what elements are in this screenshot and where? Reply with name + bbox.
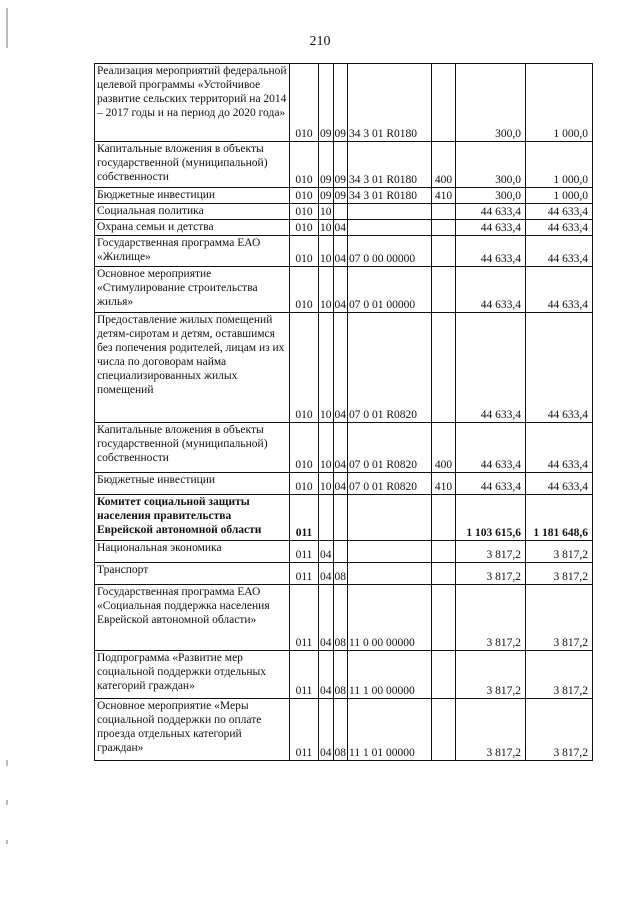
row-grbs-code-cell: 011 <box>290 651 319 699</box>
row-name-cell: Транспорт <box>95 563 290 585</box>
budget-table <box>94 63 593 761</box>
row-sum-year1-cell: 1 103 615,6 <box>456 495 526 541</box>
row-name-cell: Реализация мероприятий федеральной целевой программы «Устойчивое развитие сельских территорий на 2014 – 2017 годы и на период до 2020 года» <box>95 64 290 142</box>
row-target-article-cell: 11 1 01 00000 <box>348 699 432 761</box>
row-section-code-cell: 10 <box>319 473 334 495</box>
row-sum-year2-cell: 44 633,4 <box>526 236 593 267</box>
row-name-cell: Основное мероприятие «Стимулирование строительства жилья» <box>95 267 290 313</box>
row-name-cell: Комитет социальной защиты населения правительства Еврейской автономной области <box>95 495 290 541</box>
row-subsection-code-cell: 04 <box>333 313 348 423</box>
table-row <box>95 651 593 699</box>
row-subsection-code-cell: 09 <box>333 188 348 204</box>
row-name-cell: Бюджетные инвестиции <box>95 188 290 204</box>
row-name-cell: Капитальные вложения в объекты государственной (муниципальной) собственности <box>95 423 290 473</box>
row-name-cell: Государственная программа ЕАО «Социальная поддержка населения Еврейской автономной области» <box>95 585 290 651</box>
row-subsection-code-cell: 04 <box>333 423 348 473</box>
table-row <box>95 220 593 236</box>
row-subsection-code-cell <box>333 204 348 220</box>
row-sum-year1-cell: 44 633,4 <box>456 204 526 220</box>
row-expense-type-cell <box>432 651 456 699</box>
row-sum-year2-cell: 3 817,2 <box>526 563 593 585</box>
row-sum-year2-cell: 44 633,4 <box>526 220 593 236</box>
row-subsection-code-cell: 04 <box>333 220 348 236</box>
table-row <box>95 64 593 142</box>
row-sum-year1-cell: 44 633,4 <box>456 473 526 495</box>
row-name-cell: Капитальные вложения в объекты государственной (муниципальной) собственности <box>95 142 290 188</box>
table-row <box>95 541 593 563</box>
row-grbs-code-cell: 010 <box>290 220 319 236</box>
row-name-cell: Социальная политика <box>95 204 290 220</box>
row-target-article-cell: 07 0 01 R0820 <box>348 313 432 423</box>
table-row <box>95 313 593 423</box>
row-expense-type-cell: 400 <box>432 423 456 473</box>
row-sum-year2-cell: 1 000,0 <box>526 142 593 188</box>
row-name-cell: Предоставление жилых помещений детям-сиротам и детям, оставшимся без попечения родителей, лицам из их числа по договорам найма специализированных жилых помещений <box>95 313 290 423</box>
row-sum-year1-cell: 300,0 <box>456 188 526 204</box>
row-target-article-cell <box>348 495 432 541</box>
row-section-code-cell: 10 <box>319 423 334 473</box>
row-target-article-cell: 34 3 01 R0180 <box>348 64 432 142</box>
row-sum-year2-cell: 3 817,2 <box>526 651 593 699</box>
row-sum-year2-cell: 1 000,0 <box>526 188 593 204</box>
row-subsection-code-cell: 08 <box>333 699 348 761</box>
row-sum-year1-cell: 300,0 <box>456 142 526 188</box>
row-sum-year1-cell: 44 633,4 <box>456 313 526 423</box>
row-target-article-cell: 11 1 00 00000 <box>348 651 432 699</box>
row-sum-year2-cell: 44 633,4 <box>526 423 593 473</box>
row-subsection-code-cell: 04 <box>333 473 348 495</box>
row-target-article-cell: 07 0 01 R0820 <box>348 473 432 495</box>
table-row <box>95 423 593 473</box>
row-expense-type-cell <box>432 495 456 541</box>
row-sum-year1-cell: 3 817,2 <box>456 563 526 585</box>
row-subsection-code-cell <box>333 495 348 541</box>
scan-edge-marks <box>4 0 14 905</box>
row-grbs-code-cell: 010 <box>290 188 319 204</box>
row-expense-type-cell <box>432 204 456 220</box>
row-sum-year2-cell: 1 181 648,6 <box>526 495 593 541</box>
row-grbs-code-cell: 010 <box>290 142 319 188</box>
row-sum-year1-cell: 3 817,2 <box>456 585 526 651</box>
row-section-code-cell: 10 <box>319 313 334 423</box>
table-row <box>95 236 593 267</box>
row-grbs-code-cell: 011 <box>290 495 319 541</box>
row-sum-year1-cell: 300,0 <box>456 64 526 142</box>
table-row <box>95 204 593 220</box>
table-row <box>95 188 593 204</box>
row-expense-type-cell <box>432 585 456 651</box>
table-row <box>95 267 593 313</box>
row-section-code-cell: 04 <box>319 699 334 761</box>
row-name-cell: Подпрограмма «Развитие мер социальной поддержки отдельных категорий граждан» <box>95 651 290 699</box>
table-row <box>95 699 593 761</box>
row-sum-year1-cell: 44 633,4 <box>456 220 526 236</box>
row-target-article-cell <box>348 220 432 236</box>
row-subsection-code-cell: 09 <box>333 64 348 142</box>
row-expense-type-cell: 410 <box>432 188 456 204</box>
row-section-code-cell: 10 <box>319 220 334 236</box>
row-sum-year2-cell: 44 633,4 <box>526 204 593 220</box>
row-name-cell: Бюджетные инвестиции <box>95 473 290 495</box>
row-expense-type-cell <box>432 563 456 585</box>
row-grbs-code-cell: 010 <box>290 313 319 423</box>
row-target-article-cell: 34 3 01 R0180 <box>348 142 432 188</box>
row-name-cell: Охрана семьи и детства <box>95 220 290 236</box>
row-expense-type-cell <box>432 64 456 142</box>
row-grbs-code-cell: 010 <box>290 473 319 495</box>
row-target-article-cell: 34 3 01 R0180 <box>348 188 432 204</box>
row-name-cell: Основное мероприятие «Меры социальной поддержки по оплате проезда отдельных категорий граждан» <box>95 699 290 761</box>
row-expense-type-cell <box>432 699 456 761</box>
row-section-code-cell: 04 <box>319 563 334 585</box>
row-section-code-cell: 04 <box>319 651 334 699</box>
row-subsection-code-cell: 08 <box>333 585 348 651</box>
row-section-code-cell: 04 <box>319 585 334 651</box>
row-subsection-code-cell: 04 <box>333 236 348 267</box>
row-sum-year1-cell: 44 633,4 <box>456 423 526 473</box>
row-subsection-code-cell: 08 <box>333 563 348 585</box>
row-subsection-code-cell <box>333 541 348 563</box>
row-name-cell: Государственная программа ЕАО «Жилище» <box>95 236 290 267</box>
page-number: 210 <box>309 34 331 49</box>
row-expense-type-cell <box>432 541 456 563</box>
table-row <box>95 495 593 541</box>
row-expense-type-cell <box>432 236 456 267</box>
table-row <box>95 585 593 651</box>
row-expense-type-cell: 410 <box>432 473 456 495</box>
row-sum-year1-cell: 44 633,4 <box>456 236 526 267</box>
row-section-code-cell: 10 <box>319 204 334 220</box>
row-section-code-cell: 04 <box>319 541 334 563</box>
row-grbs-code-cell: 010 <box>290 236 319 267</box>
row-section-code-cell: 09 <box>319 64 334 142</box>
row-sum-year2-cell: 3 817,2 <box>526 699 593 761</box>
row-sum-year1-cell: 44 633,4 <box>456 267 526 313</box>
row-expense-type-cell <box>432 313 456 423</box>
row-expense-type-cell: 400 <box>432 142 456 188</box>
row-subsection-code-cell: 04 <box>333 267 348 313</box>
row-grbs-code-cell: 011 <box>290 563 319 585</box>
table-row <box>95 473 593 495</box>
row-grbs-code-cell: 011 <box>290 699 319 761</box>
row-target-article-cell: 07 0 01 R0820 <box>348 423 432 473</box>
row-section-code-cell: 09 <box>319 188 334 204</box>
row-grbs-code-cell: 010 <box>290 204 319 220</box>
row-section-code-cell <box>319 495 334 541</box>
row-subsection-code-cell: 09 <box>333 142 348 188</box>
row-subsection-code-cell: 08 <box>333 651 348 699</box>
row-sum-year2-cell: 44 633,4 <box>526 473 593 495</box>
row-grbs-code-cell: 010 <box>290 267 319 313</box>
row-grbs-code-cell: 010 <box>290 64 319 142</box>
table-row <box>95 142 593 188</box>
row-sum-year2-cell: 3 817,2 <box>526 585 593 651</box>
row-target-article-cell: 07 0 00 00000 <box>348 236 432 267</box>
row-target-article-cell <box>348 204 432 220</box>
row-section-code-cell: 10 <box>319 267 334 313</box>
row-target-article-cell: 11 0 00 00000 <box>348 585 432 651</box>
row-target-article-cell: 07 0 01 00000 <box>348 267 432 313</box>
row-target-article-cell <box>348 541 432 563</box>
row-expense-type-cell <box>432 267 456 313</box>
table-body <box>95 64 593 761</box>
row-name-cell: Национальная экономика <box>95 541 290 563</box>
row-sum-year2-cell: 3 817,2 <box>526 541 593 563</box>
row-sum-year2-cell: 44 633,4 <box>526 267 593 313</box>
row-grbs-code-cell: 011 <box>290 585 319 651</box>
row-target-article-cell <box>348 563 432 585</box>
row-sum-year2-cell: 1 000,0 <box>526 64 593 142</box>
row-grbs-code-cell: 010 <box>290 423 319 473</box>
row-sum-year1-cell: 3 817,2 <box>456 651 526 699</box>
row-expense-type-cell <box>432 220 456 236</box>
row-sum-year1-cell: 3 817,2 <box>456 699 526 761</box>
row-sum-year1-cell: 3 817,2 <box>456 541 526 563</box>
row-sum-year2-cell: 44 633,4 <box>526 313 593 423</box>
row-section-code-cell: 10 <box>319 236 334 267</box>
row-grbs-code-cell: 011 <box>290 541 319 563</box>
table-row <box>95 563 593 585</box>
row-section-code-cell: 09 <box>319 142 334 188</box>
